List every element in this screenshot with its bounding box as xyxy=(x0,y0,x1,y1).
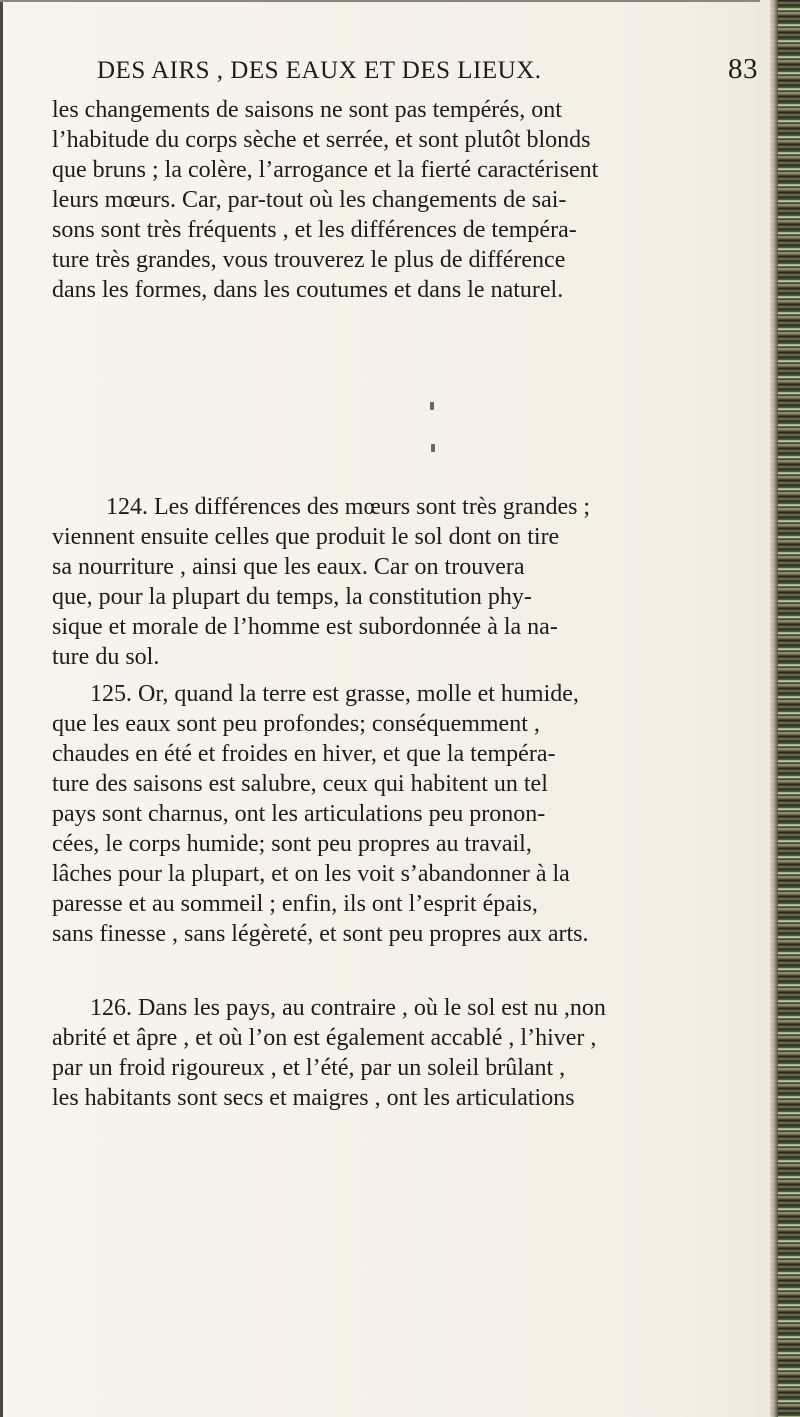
text-line: l’habitude du corps sèche et serrée, et sont plutôt blonds xyxy=(52,127,591,153)
text-line: que les eaux sont peu profondes; conséquemment , xyxy=(52,711,540,737)
text-line: paresse et au sommeil ; enfin, ils ont l’esprit épais, xyxy=(52,891,538,917)
book-spine xyxy=(770,0,800,1417)
text-line: les changements de saisons ne sont pas tempérés, ont xyxy=(52,97,562,123)
text-line: ture des saisons est salubre, ceux qui habitent un tel xyxy=(52,771,548,797)
text-line: viennent ensuite celles que produit le sol dont on tire xyxy=(52,524,560,550)
text-line: par un froid rigoureux , et l’été, par un soleil brûlant , xyxy=(52,1055,566,1081)
print-mark xyxy=(430,402,434,410)
text-line: 125. Or, quand la terre est grasse, molle et humide, xyxy=(90,681,579,707)
paragraph-124 xyxy=(52,492,760,672)
text-line: cées, le corps humide; sont peu propres au travail, xyxy=(52,831,532,857)
text-line: sans finesse , sans légèreté, et sont peu propres aux arts. xyxy=(52,921,589,947)
page-left-edge xyxy=(0,0,3,1417)
text-line: leurs mœurs. Car, par-tout où les changements de sai- xyxy=(52,187,567,213)
text-line: ture du sol. xyxy=(52,644,160,670)
text-line: sa nourriture , ainsi que les eaux. Car on trouvera xyxy=(52,554,525,580)
text-line: que bruns ; la colère, l’arrogance et la fierté caractérisent xyxy=(52,157,599,183)
text-line: que, pour la plupart du temps, la constitution phy- xyxy=(52,584,532,610)
text-line: abrité et âpre , et où l’on est également accablé , l’hiver , xyxy=(52,1025,597,1051)
text-line: ture très grandes, vous trouverez le plus de différence xyxy=(52,247,566,273)
paragraph-continuation xyxy=(52,95,760,305)
text-line: 126. Dans les pays, au contraire , où le sol est nu ,non xyxy=(90,995,606,1021)
print-mark xyxy=(431,444,435,452)
text-line: pays sont charnus, ont les articulations peu pronon- xyxy=(52,801,546,827)
paragraph-126 xyxy=(52,993,760,1113)
text-line: chaudes en été et froides en hiver, et que la tempéra- xyxy=(52,741,556,767)
page-number: 83 xyxy=(728,53,758,85)
text-line: dans les formes, dans les coutumes et dans le naturel. xyxy=(52,277,564,303)
page-top-edge xyxy=(0,0,760,2)
paragraph-125 xyxy=(52,679,760,949)
text-line: lâches pour la plupart, et on les voit s’abandonner à la xyxy=(52,861,570,887)
text-line: les habitants sont secs et maigres , ont les articulations xyxy=(52,1085,575,1111)
text-line: sons sont très fréquents , et les différences de tempéra- xyxy=(52,217,577,243)
text-line: sique et morale de l’homme est subordonnée à la na- xyxy=(52,614,558,640)
text-line: 124. Les différences des mœurs sont très grandes ; xyxy=(106,494,591,520)
running-header xyxy=(97,53,758,95)
running-title: DES AIRS , DES EAUX ET DES LIEUX. xyxy=(97,57,542,84)
